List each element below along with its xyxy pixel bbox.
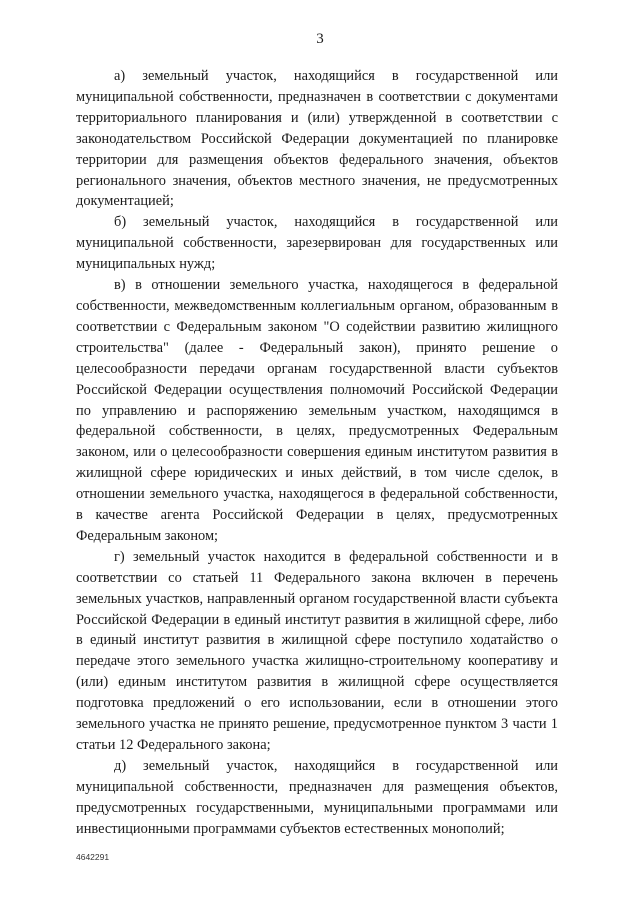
paragraph-a: а) земельный участок, находящийся в государственной или муниципальной собственности, предназначен в соответствии с документами территориального планирования и (или) утвержденной в соответствии с законодательством Российской Федерации документацией по планировке территории для размещения объектов федерального значения, объектов регионального значения, объектов местного значения, не предусмотренных документацией;	[76, 68, 558, 210]
page-number: 3	[316, 31, 324, 47]
paragraph-v: в) в отношении земельного участка, находящегося в федеральной собственности, межведомственным коллегиальным органом, образованным в соответствии с Федеральным законом "О содействии развитию жилищного строительства" (далее - Федеральный закон), принято решение о целесообразности передачи органам государственной власти субъектов Российской Федерации осуществления полномочий Российской Федерации по управлению и распоряжению земельным участком, находящимся в федеральной собственности, в целях, предусмотренных Федеральным законом, или о целесообразности совершения единым институтом развития в жилищной сфере юридических и иных действий, в том числе сделок, в отношении земельного участка, находящегося в федеральной собственности, в качестве агента Российской Федерации в целях, предусмотренных Федеральным законом;	[76, 277, 558, 544]
document-code: 4642291	[76, 852, 110, 862]
paragraph-d: д) земельный участок, находящийся в государственной или муниципальной собственности, предназначен для размещения объектов, предусмотренных государственными, муниципальными программами или инвестиционными программами субъектов естественных монополий;	[76, 757, 558, 837]
paragraph-g: г) земельный участок находится в федеральной собственности и в соответствии со статьей 11 Федерального закона включен в перечень земельных участков, направленный органом государственной власти субъекта Российской Федерации в единый институт развития в жилищной сфере, либо в единый институт развития в жилищной сфере поступило ходатайство о передаче этого земельного участка жилищно-строительному кооперативу и (или) единым институтом развития в жилищной сфере осуществляется подготовка предложений о его использовании, если в отношении этого земельного участка не принято решение, предусмотренное пунктом 3 части 1 статьи 12 Федерального закона;	[76, 548, 558, 753]
paragraph-b: б) земельный участок, находящийся в государственной или муниципальной собственности, зарезервирован для государственных или муниципальных нужд;	[76, 214, 558, 273]
document-body	[76, 66, 558, 840]
